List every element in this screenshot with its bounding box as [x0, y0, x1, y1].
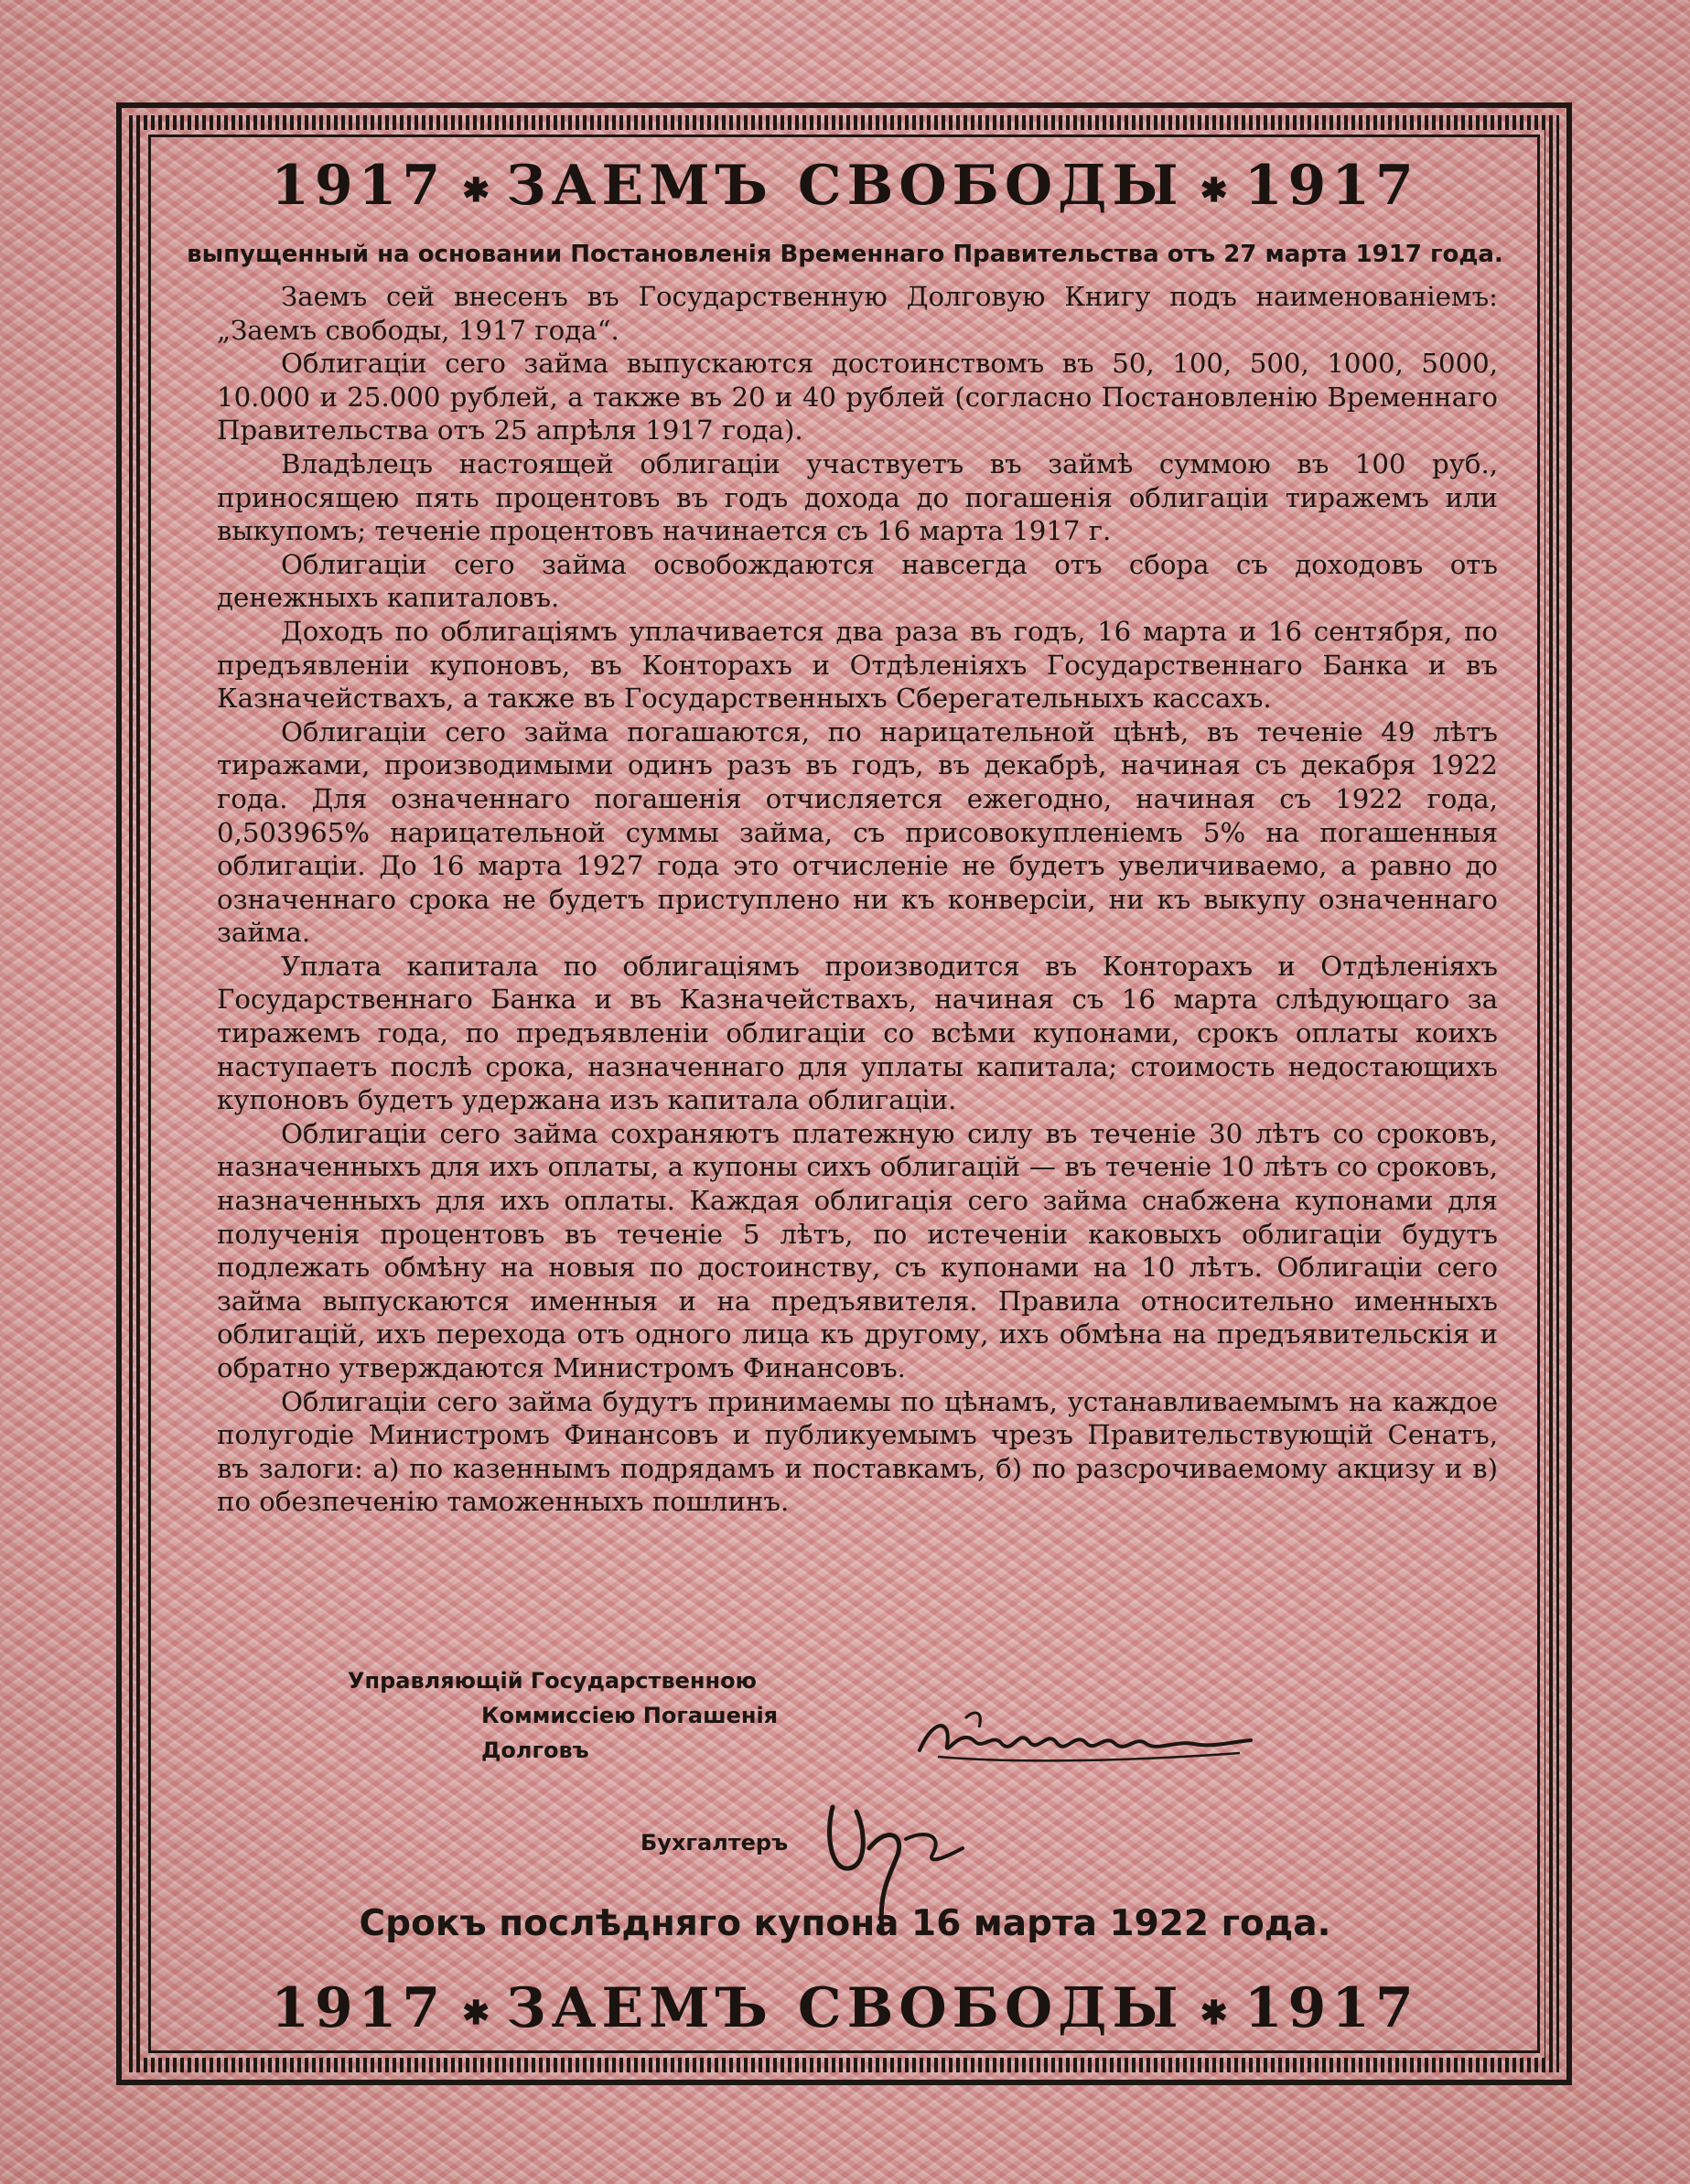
- top-title-year-right: 1917: [1243, 154, 1419, 218]
- subtitle: выпущенный на основании Постановленія Временнаго Правительства отъ 27 марта 1917 года.: [187, 241, 1503, 268]
- terms-paragraph: Облигаціи сего займа выпускаются достоинствомъ въ 50, 100, 500, 1000, 5000, 10.000 и 25.000 рублей, а также въ 20 и 40 рублей (согласно Постановленію Временнаго Правительства отъ 25 апрѣля 1917 года).: [217, 348, 1498, 446]
- terms-paragraph: Облигаціи сего займа будутъ принимаемы по цѣнамъ, устанавливаемымъ на каждое полугодіе Министромъ Финансовъ и публикуемымъ чрезъ Правительствующій Сенатъ, въ залоги: а) по казеннымъ подрядамъ и поставкамъ, б) по разсрочиваемому акцизу и в) по обезпеченію таможенныхъ пошлинъ.: [217, 1385, 1498, 1518]
- terms-paragraph: Облигаціи сего займа погашаются, по нарицательной цѣнѣ, въ теченіе 49 лѣтъ тиражами, производимыми одинъ разъ въ годъ, въ декабрѣ, начиная съ декабря 1922 года. Для означеннаго погашенія отчисляется ежегодно, начиная съ 1922 года, 0,503965% нарицательной суммы займа, съ присовокупленіемъ 5% на погашенныя облигаціи. До 16 марта 1927 года это отчисленіе не будетъ увеличиваемо, а равно до означеннаго срока не будетъ приступлено ни къ конверсіи, ни къ выкупу означеннаго займа.: [217, 715, 1498, 949]
- top-title: [183, 154, 1507, 218]
- terms-paragraph: Уплата капитала по облигаціямъ производится въ Конторахъ и Отдѣленіяхъ Государственнаго Банка и въ Казначействахъ, начиная съ 16 марта слѣдующаго за тиражемъ года, по предъявленіи облигаціи со всѣми купонами, срокъ оплаты коихъ наступаетъ послѣ срока, назначеннаго для уплаты капитала; стоимость недостающихъ купоновъ будетъ удержана изъ капитала облигаціи.: [217, 950, 1498, 1116]
- star-ornament-icon: ✱: [462, 1993, 490, 2032]
- terms-paragraph: Облигаціи сего займа сохраняютъ платежную силу въ теченіе 30 лѣтъ со сроковъ, назначенныхъ для ихъ оплаты, а купоны сихъ облигацій — въ теченіе 10 лѣтъ со сроковъ, назначенныхъ для ихъ оплаты. Каждая облигація сего займа снабжена купонами для полученія процентовъ въ теченіе 5 лѣтъ, по истеченіи каковыхъ облигаціи будутъ подлежать обмѣну на новыя по достоинству, съ купонами на 10 лѣтъ. Облигаціи сего займа выпускаются именныя и на предъявителя. Правила относительно именныхъ облигацій, ихъ перехода отъ одного лица къ другому, ихъ обмѣна на предъявительскія и обратно утверждаются Министромъ Финансовъ.: [217, 1117, 1498, 1383]
- bottom-title-text: ЗАЕМЪ СВОБОДЫ: [506, 1976, 1184, 2040]
- terms-paragraph: Доходъ по облигаціямъ уплачивается два раза въ годъ, 16 марта и 16 сентября, по предъявленіи купоновъ, въ Конторахъ и Отдѣленіяхъ Государственнаго Банка и въ Казначействахъ, а также въ Государственныхъ Сберегательныхъ кассахъ.: [217, 615, 1498, 715]
- manager-signature-label: [348, 1663, 823, 1768]
- terms-paragraph: Заемъ сей внесенъ въ Государственную Долговую Книгу подъ наименованіемъ: „Заемъ свободы, 1917 года“.: [217, 281, 1498, 346]
- star-ornament-icon: ✱: [462, 170, 490, 210]
- top-title-text: ЗАЕМЪ СВОБОДЫ: [506, 154, 1184, 218]
- manager-title-line2: Коммиссіею Погашенія Долговъ: [481, 1703, 779, 1763]
- bond-terms: [217, 280, 1498, 1519]
- manager-title-line1: Управляющій Государственною: [348, 1668, 757, 1694]
- star-ornament-icon: ✱: [1200, 1993, 1228, 2032]
- manager-signature: [910, 1700, 1258, 1782]
- bottom-title: [183, 1976, 1507, 2040]
- terms-paragraph: Облигаціи сего займа освобождаются навсегда отъ сбора съ доходовъ отъ денежныхъ капиталовъ.: [217, 548, 1498, 614]
- bottom-title-year-left: 1917: [271, 1976, 447, 2040]
- top-title-year-left: 1917: [271, 154, 447, 218]
- terms-paragraph: Владѣлецъ настоящей облигаціи участвуетъ въ займѣ суммою въ 100 руб., приносящею пять процентовъ въ годъ дохода до погашенія облигаціи тиражемъ или выкупомъ; теченіе процентовъ начинается съ 16 марта 1917 г.: [217, 447, 1498, 547]
- accountant-label: Бухгалтеръ: [640, 1830, 789, 1856]
- bottom-title-year-right: 1917: [1243, 1976, 1419, 2040]
- star-ornament-icon: ✱: [1200, 170, 1228, 210]
- last-coupon-note: Срокъ послѣдняго купона 16 марта 1922 года.: [359, 1903, 1331, 1944]
